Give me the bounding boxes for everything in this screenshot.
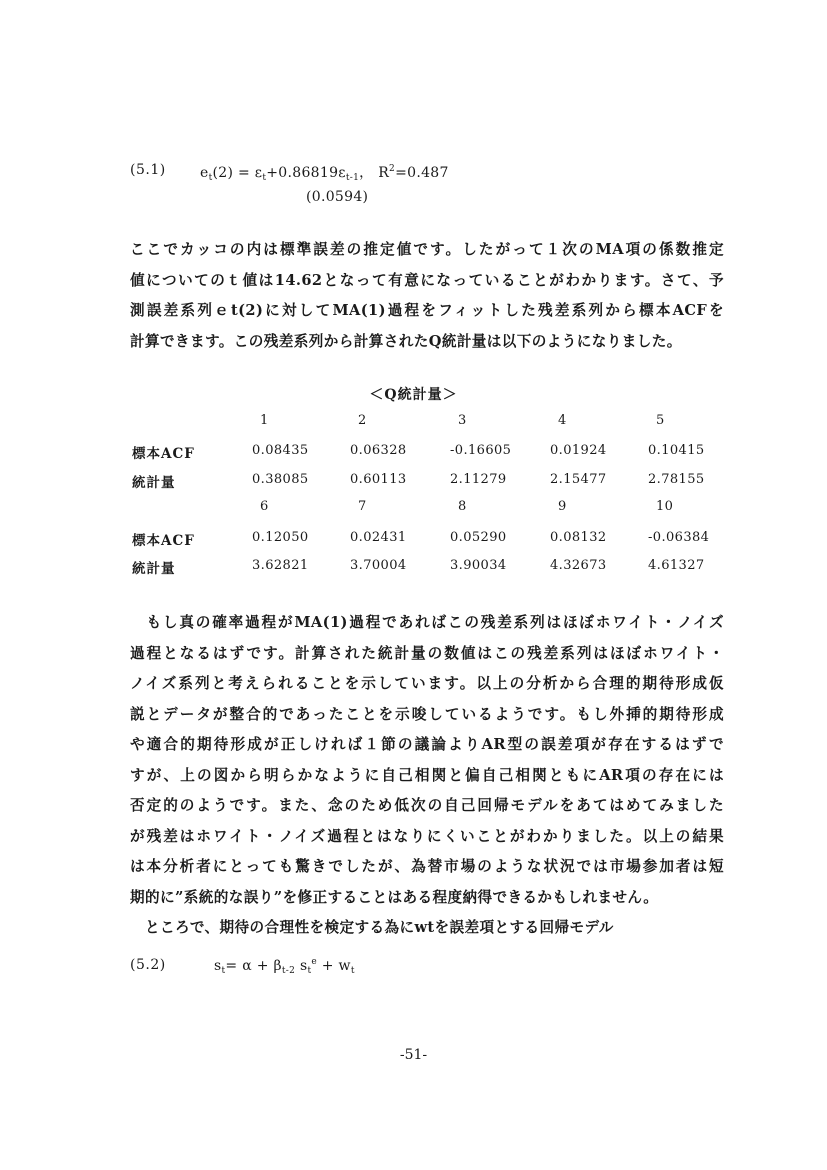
paragraph-line: ノイズ系列と考えられることを示しています。以上の分析から合理的期待形成仮: [130, 675, 724, 692]
eq-subscript: t: [262, 173, 267, 183]
table-cell: 0.02431: [350, 530, 407, 545]
lag-header: 4: [558, 413, 567, 428]
eq-subscript: t: [350, 966, 355, 976]
lag-header: 1: [260, 413, 269, 428]
paragraph-line: 過程となるはずです。計算された統計量の数値はこの残差系列はほぼホワイト・: [130, 644, 724, 662]
paragraph-line: すが、上の図から明らかなように自己相関と偏自己相関ともにAR項の存在には: [130, 766, 724, 784]
eq-term: =0.487: [395, 165, 449, 181]
eq-subscript: t: [307, 966, 312, 976]
standard-error: (0.0594): [306, 189, 369, 205]
table-cell: 3.70004: [350, 558, 407, 573]
equation-5-1: [200, 162, 449, 183]
paragraph-line: 説とデータが整合的であったことを示唆しているようです。もし外挿的期待形成: [130, 705, 724, 723]
table-cell: 3.90034: [450, 558, 507, 573]
paragraph-2: [130, 608, 724, 944]
table-cell: -0.06384: [648, 530, 710, 545]
eq-term: ， R: [359, 165, 390, 181]
table-title: ＜Q統計量＞: [369, 387, 458, 403]
table-cell: 3.62821: [252, 558, 309, 573]
lag-header: 2: [358, 413, 367, 428]
eq-term: s: [295, 958, 308, 974]
eq-term: s: [214, 958, 222, 974]
row-label: 標本ACF: [132, 446, 195, 462]
paragraph-line: もし真の確率過程がMA(1)過程であればこの残差系列はほぼホワイト・ノイズ: [130, 614, 724, 631]
row-label: 標本ACF: [132, 533, 195, 549]
row-label: 統計量: [132, 475, 176, 491]
eq-term: + w: [317, 958, 351, 974]
paragraph-line: ここでカッコの内は標準誤差の推定値です。したがって１次のMA項の係数推定: [130, 241, 724, 258]
eq-subscript: t-1: [345, 173, 360, 183]
paragraph-line: 否定的のようです。また、念のため低次の自己回帰モデルをあてはめてみました: [130, 797, 724, 814]
lag-header: 8: [458, 499, 467, 514]
table-cell: 2.11279: [450, 472, 507, 487]
eq-superscript: e: [311, 957, 317, 967]
table-cell: 0.08435: [252, 443, 309, 458]
table-cell: 0.38085: [252, 472, 309, 487]
paragraph-line: 値についてのｔ値は14.62となって有意になっていることがわかります。さて、予: [130, 271, 724, 289]
lag-header: 9: [558, 499, 567, 514]
page-number: -51-: [399, 1047, 428, 1063]
table-cell: 0.06328: [350, 443, 407, 458]
paragraph-line: ところで、期待の合理性を検定する為にwtを誤差項とする回帰モデル: [130, 919, 614, 936]
table-cell: 4.61327: [648, 558, 705, 573]
table-cell: 0.12050: [252, 530, 309, 545]
eq-subscript: t-2: [281, 966, 296, 976]
paragraph-line: 期的に”系統的な誤り”を修正することはある程度納得できるかもしれません。: [130, 888, 659, 906]
lag-header: 3: [458, 413, 467, 428]
table-cell: 0.60113: [350, 472, 407, 487]
eq-term: (2) = ε: [212, 165, 263, 181]
row-label: 統計量: [132, 561, 176, 577]
eq-term: +0.86819ε: [266, 165, 346, 181]
table-cell: 0.05290: [450, 530, 507, 545]
paragraph-line: 測誤差系列ｅt(2)に対してMA(1)過程をフィットした残差系列から標本ACFを: [130, 302, 724, 319]
eq-superscript: 2: [389, 164, 396, 174]
paragraph-1: [130, 235, 724, 357]
table-cell: 2.78155: [648, 472, 705, 487]
table-cell: 0.01924: [550, 443, 607, 458]
eq-term: e: [200, 165, 209, 181]
lag-header: 6: [260, 499, 269, 514]
lag-header: 5: [656, 413, 665, 428]
lag-header: 7: [358, 499, 367, 514]
eq-term: = α + β: [225, 958, 282, 974]
table-cell: 0.08132: [550, 530, 607, 545]
table-cell: 4.32673: [550, 558, 607, 573]
eq-subscript: t: [221, 966, 226, 976]
equation-number-5-1: (5.1): [130, 162, 166, 178]
paragraph-line: や適合的期待形成が正しければ１節の議論よりAR型の誤差項が存在するはずで: [130, 736, 724, 753]
lag-header: 10: [656, 499, 674, 514]
table-cell: 0.10415: [648, 443, 705, 458]
equation-number-5-2: (5.2): [130, 957, 166, 973]
equation-5-2: [214, 957, 355, 976]
paragraph-line: は本分析者にとっても驚きでしたが、為替市場のような状況では市場参加者は短: [130, 858, 724, 875]
paragraph-line: が残差はホワイト・ノイズ過程とはなりにくいことがわかりました。以上の結果: [130, 827, 724, 845]
eq-subscript: t: [208, 173, 213, 183]
table-cell: 2.15477: [550, 472, 607, 487]
paragraph-line: 計算できます。この残差系列から計算されたQ統計量は以下のようになりました。: [130, 332, 682, 350]
table-cell: -0.16605: [450, 443, 512, 458]
